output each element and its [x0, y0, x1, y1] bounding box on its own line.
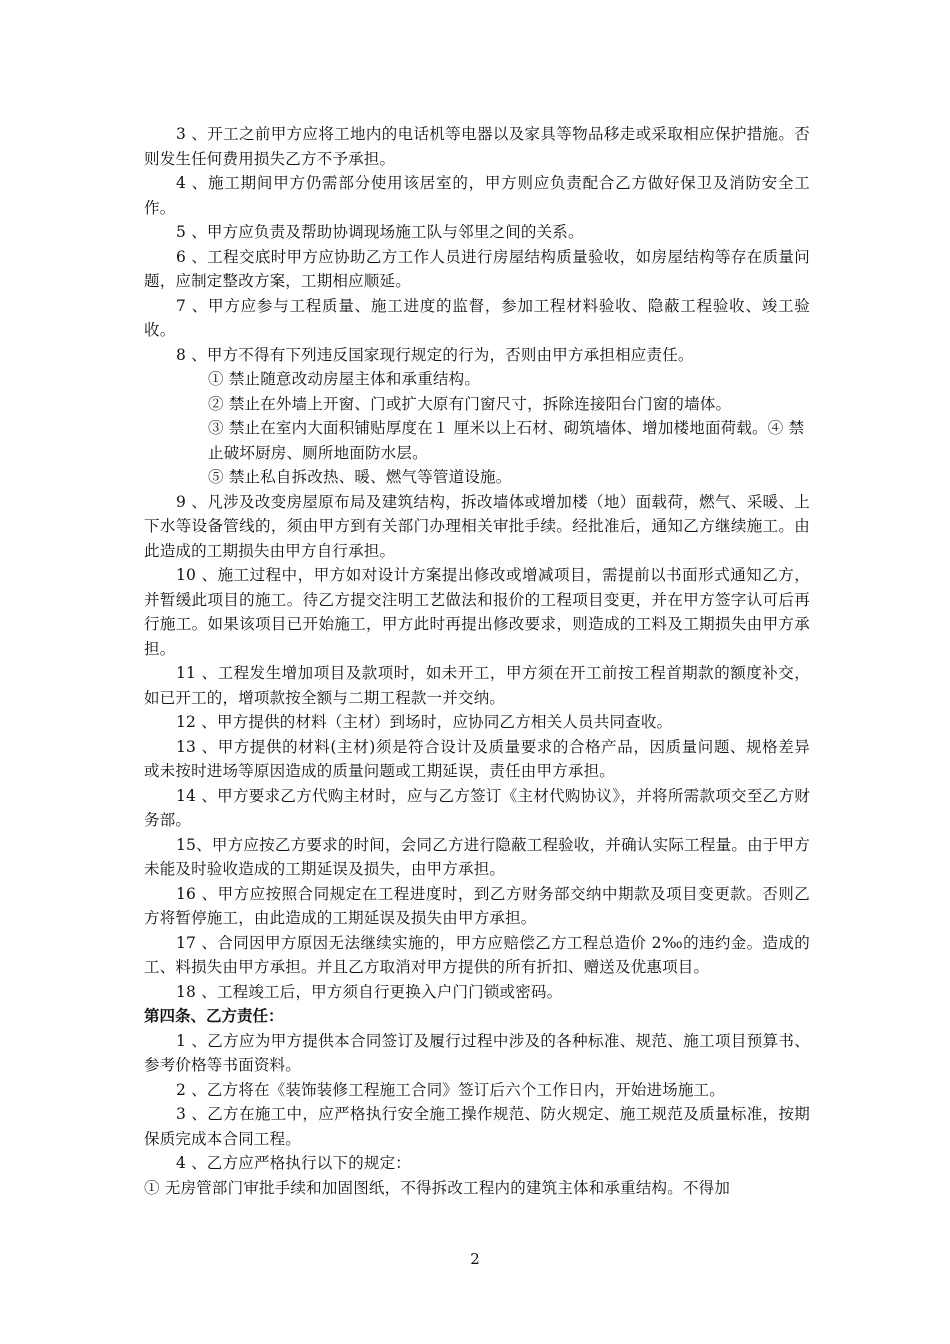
- page-number: 2: [470, 1250, 480, 1268]
- prohibition-item-1: ① 禁止随意改动房屋主体和承重结构。: [208, 370, 481, 388]
- clause-a-18: 18 、工程竣工后，甲方须自行更换入户门门锁或密码。: [176, 982, 563, 1001]
- clause-a-13: 13 、甲方提供的材料(主材)须是符合设计及质量要求的合格产品，因质量问题、规格差异或未按时进场等原因造成的质量问题或工期延误，责任由甲方承担。: [144, 737, 810, 780]
- clause-a-9: 9 、凡涉及改变房屋原布局及建筑结构，拆改墙体或增加楼（地）面载荷，燃气、采暖、上下水等设备管线的，须由甲方到有关部门办理相关审批手续。经批准后，通知乙方继续施工。由此造成的工期损失由甲方自行承担。: [144, 492, 810, 560]
- clause-a-12: 12 、甲方提供的材料（主材）到场时，应协同乙方相关人员共同查收。: [176, 713, 673, 731]
- clause-b-rule-1: ① 无房管部门审批手续和加固图纸，不得拆改工程内的建筑主体和承重结构。不得加: [144, 1178, 731, 1197]
- clause-b-2: 2 、乙方将在《装饰装修工程施工合同》签订后六个工作日内，开始进场施工。: [176, 1080, 725, 1099]
- clause-b-3: 3 、乙方在施工中，应严格执行安全施工操作规范、防火规定、施工规范及质量标准，按期保质完成本合同工程。: [144, 1105, 810, 1148]
- clause-a-6: 6 、工程交底时甲方应协助乙方工作人员进行房屋结构质量验收，如房屋结构等存在质量问题，应制定整改方案，工期相应顺延。: [144, 247, 810, 290]
- clause-a-7: 7 、甲方应参与工程质量、施工进度的监督，参加工程材料验收、隐蔽工程验收、竣工验收。: [144, 296, 810, 339]
- prohibition-item-3-4: ③ 禁止在室内大面积铺贴厚度在１ 厘米以上石材、砌筑墙体、增加楼地面荷载。④ 禁止破坏厨房、厕所地面防水层。: [208, 419, 805, 462]
- clause-a-15: 15、甲方应按乙方要求的时间，会同乙方进行隐蔽工程验收，并确认实际工程量。由于甲方未能及时验收造成的工期延误及损失，由甲方承担。: [144, 835, 810, 878]
- prohibition-item-2: ② 禁止在外墙上开窗、门或扩大原有门窗尺寸，拆除连接阳台门窗的墙体。: [208, 394, 732, 413]
- clause-a-8: 8 、甲方不得有下列违反国家现行规定的行为，否则由甲方承担相应责任。: [176, 345, 694, 364]
- clause-a-11: 11 、工程发生增加项目及款项时，如未开工，甲方须在开工前按工程首期款的额度补交，如已开工的，增项款按全额与二期工程款一并交纳。: [144, 664, 810, 707]
- clause-a-3: 3 、开工之前甲方应将工地内的电话机等电器以及家具等物品移走或采取相应保护措施。否则发生任何费用损失乙方不予承担。: [144, 125, 810, 168]
- clause-b-1: 1 、乙方应为甲方提供本合同签订及履行过程中涉及的各种标准、规范、施工项目预算书、参考价格等书面资料。: [144, 1031, 810, 1074]
- document-body: [144, 122, 810, 1200]
- prohibition-item-5: ⑤ 禁止私自拆改热、暖、燃气等管道设施。: [208, 468, 512, 486]
- prohibition-list: [144, 367, 810, 490]
- clause-a-10: 10 、施工过程中，甲方如对设计方案提出修改或增减项目，需提前以书面形式通知乙方，并暂缓此项目的施工。待乙方提交注明工艺做法和报价的工程项目变更，并在甲方签字认可后再行施工。如果该项目已开始施工，甲方此时再提出修改要求，则造成的工料及工期损失由甲方承担。: [144, 566, 810, 658]
- clause-a-17: 17 、合同因甲方原因无法继续实施的，甲方应赔偿乙方工程总造价 2‰的违约金。造成的工、料损失由甲方承担。并且乙方取消对甲方提供的所有折扣、赠送及优惠项目。: [144, 933, 810, 976]
- clause-a-16: 16 、甲方应按照合同规定在工程进度时，到乙方财务部交纳中期款及项目变更款。否则乙方将暂停施工，由此造成的工期延误及损失由甲方承担。: [144, 884, 810, 927]
- clause-b-4: 4 、乙方应严格执行以下的规定：: [176, 1154, 411, 1172]
- clause-a-4: 4 、施工期间甲方仍需部分使用该居室的，甲方则应负责配合乙方做好保卫及消防安全工作。: [144, 174, 810, 217]
- clause-a-14: 14 、甲方要求乙方代购主材时，应与乙方签订《主材代购协议》，并将所需款项交至乙方财务部。: [144, 786, 810, 829]
- section-heading: 第四条、乙方责任：: [144, 1007, 284, 1025]
- clause-a-5: 5 、甲方应负责及帮助协调现场施工队与邻里之间的关系。: [176, 223, 584, 241]
